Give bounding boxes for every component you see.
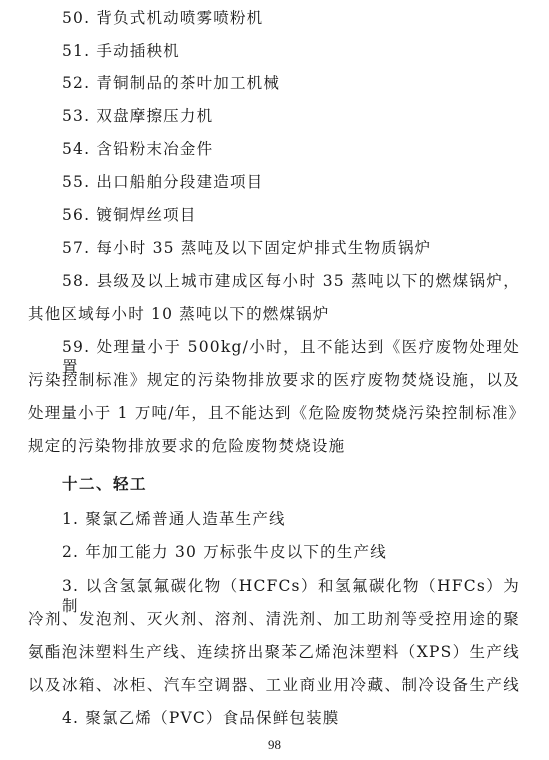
list-item-54: 54. 含铅粉末冶金件 (62, 140, 214, 158)
list-item-1: 1. 聚氯乙烯普通人造革生产线 (62, 510, 286, 528)
list-item-59-line-1: 59. 处理量小于 500kg/小时，且不能达到《医疗废物处理处置 (62, 338, 520, 376)
list-item-52: 52. 青铜制品的茶叶加工机械 (62, 74, 281, 92)
list-item-3-line-3: 氨酯泡沫塑料生产线、连续挤出聚苯乙烯泡沫塑料（XPS）生产线 (28, 643, 520, 661)
list-item-3-line-4: 以及冰箱、冰柜、汽车空调器、工业商业用冷藏、制冷设备生产线 (28, 676, 520, 694)
list-item-3-line-1: 3. 以含氢氯氟碳化物（HCFCs）和氢氟碳化物（HFCs）为制 (62, 577, 520, 615)
list-item-57: 57. 每小时 35 蒸吨及以下固定炉排式生物质锅炉 (62, 239, 432, 257)
list-item-59-line-3: 处理量小于 1 万吨/年，且不能达到《危险废物焚烧污染控制标准》 (28, 404, 526, 422)
list-item-56: 56. 镀铜焊丝项目 (62, 206, 197, 224)
list-item-58-line-1: 58. 县级及以上城市建成区每小时 35 蒸吨以下的燃煤锅炉， (62, 272, 520, 290)
list-item-53: 53. 双盘摩擦压力机 (62, 107, 214, 125)
list-item-3-line-2: 冷剂、发泡剂、灭火剂、溶剂、清洗剂、加工助剂等受控用途的聚 (28, 610, 520, 628)
list-item-2: 2. 年加工能力 30 万标张牛皮以下的生产线 (62, 543, 387, 561)
list-item-4: 4. 聚氯乙烯（PVC）食品保鲜包装膜 (62, 709, 340, 727)
section-heading: 十二、轻工 (62, 475, 148, 493)
list-item-59-line-4: 规定的污染物排放要求的危险废物焚烧设施 (28, 437, 346, 455)
list-item-59-line-2: 污染控制标准》规定的污染物排放要求的医疗废物焚烧设施，以及 (28, 371, 520, 389)
list-item-55: 55. 出口船舶分段建造项目 (62, 173, 264, 191)
page-number: 98 (268, 737, 281, 752)
list-item-50: 50. 背负式机动喷雾喷粉机 (62, 9, 264, 27)
list-item-58-line-2: 其他区域每小时 10 蒸吨以下的燃煤锅炉 (28, 305, 330, 323)
list-item-51: 51. 手动插秧机 (62, 42, 180, 60)
